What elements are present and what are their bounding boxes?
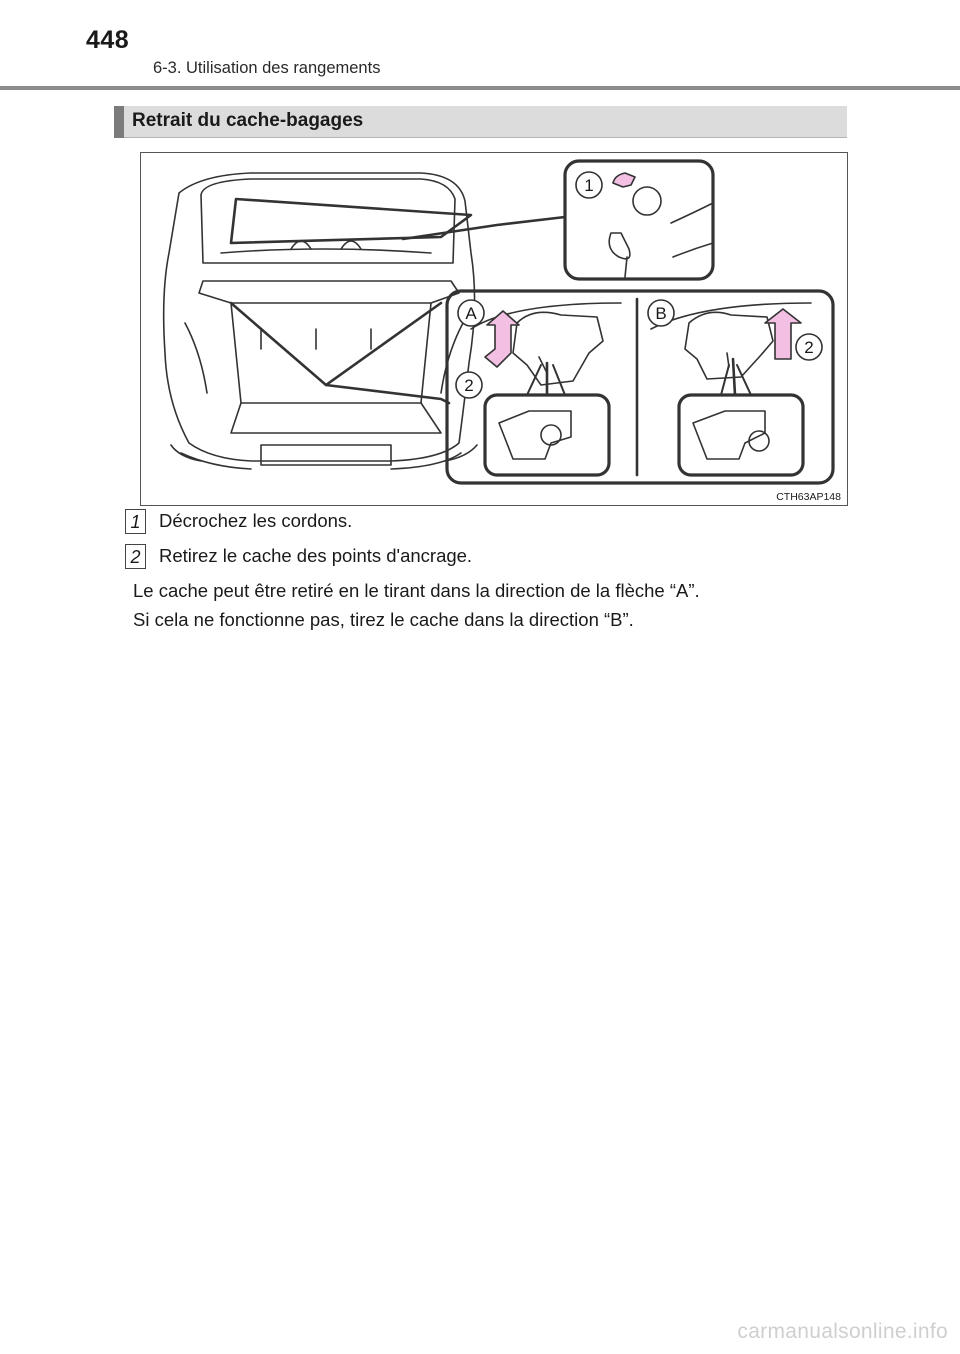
callout-b: B: [655, 304, 667, 323]
pull-arrow-b: [765, 309, 801, 359]
callout-2-left: 2: [464, 376, 474, 395]
note-paragraph-1: Le cache peut être retiré en le tirant dans la direction de la flèche “A”.: [133, 580, 700, 601]
step-number-badge: 2: [125, 544, 146, 569]
header-rule: [0, 86, 960, 90]
callout-2-right: 2: [804, 338, 814, 357]
car-rear-body: [164, 173, 475, 461]
watermark: carmanualsonline.info: [737, 1320, 948, 1343]
section-title: Retrait du cache-bagages: [132, 110, 364, 131]
callout-1: 1: [584, 176, 594, 195]
section-accent: [114, 106, 124, 138]
page-number: 448: [86, 26, 130, 54]
running-title: 6-3. Utilisation des rangements: [153, 59, 381, 77]
step-number-badge: 1: [125, 509, 146, 534]
step-text: Retirez le cache des points d'ancrage.: [159, 545, 473, 566]
section-heading: [114, 106, 847, 138]
callout-a: A: [465, 304, 477, 323]
note-paragraph-2: Si cela ne fonctionne pas, tirez le cache dans la direction “B”.: [133, 609, 634, 630]
luggage-cover-illustration: [140, 152, 848, 506]
unhook-arrow: [613, 173, 635, 187]
step-text: Décrochez les cordons.: [159, 510, 353, 531]
figure-code: CTH63AP148: [776, 491, 841, 503]
illustration-drawing: [141, 153, 847, 505]
